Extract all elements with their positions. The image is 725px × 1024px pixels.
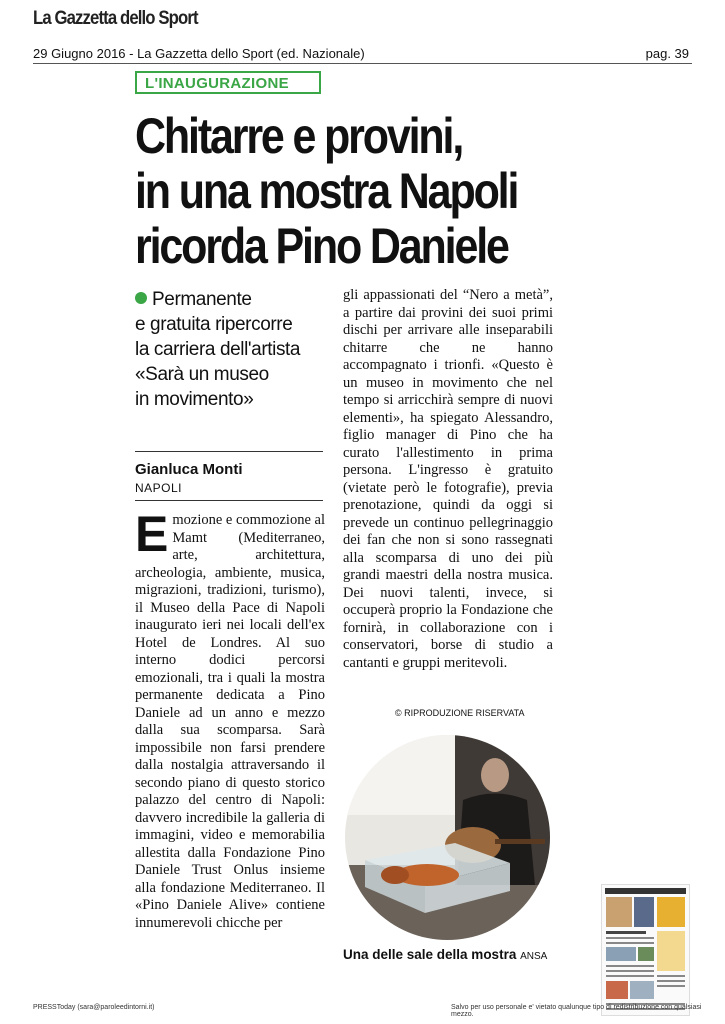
byline-bottom-rule <box>135 500 323 501</box>
summary <box>135 287 335 412</box>
summary-line: «Sarà un museo <box>135 364 269 385</box>
page-thumbnail <box>601 884 690 1016</box>
body-text-left: mozione e commozione al Mamt (Mediterraneo, arte, architettura, archeologia, ambiente, musica, migrazioni, tradizioni, turismo), il Museo della Pace di Napoli inaugurato ieri nei locali dell'ex Hotel de Londres. Al suo interno dodici percorsi emozionali, tra i quali la mostra permanente dedicata a Pino Daniele ad un anno e mezzo dalla sua scomparsa. Sarà impossibile non farsi prendere dalla nostalgia attraversando il secondo piano di questo storico palazzo del centro di Napoli: davvero incredibile la galleria di immagini, video e memorabilia allestita dalla Fondazione Pino Daniele Trust Onlus insieme alla fondazione Mediterraneo. Il «Pino Daniele Alive» contiene innumerevoli chicche per <box>135 512 325 931</box>
footer-disclaimer: Salvo per uso personale e' vietato qualunque tipo di redistribuzione con qualsiasi mezzo. <box>451 1004 702 1018</box>
page-thumbnail-image <box>602 885 689 1015</box>
summary-line: in movimento» <box>135 389 254 410</box>
photo-illustration <box>345 735 550 940</box>
byline-top-rule <box>135 451 323 452</box>
copyright-notice: © RIPRODUZIONE RISERVATA <box>395 708 525 718</box>
newspaper-logo: La Gazzetta dello Sport <box>33 8 198 29</box>
kicker-label: L'INAUGURAZIONE <box>145 75 289 92</box>
exhibition-photo <box>345 735 550 940</box>
headline-line: ricorda Pino Daniele <box>135 218 508 274</box>
drop-cap: E <box>135 506 169 562</box>
caption-text: Una delle sale della mostra <box>343 947 517 962</box>
summary-line: e gratuita ripercorre <box>135 314 293 335</box>
page-number: pag. 39 <box>645 46 689 61</box>
section-kicker <box>135 71 321 94</box>
dateline: NAPOLI <box>135 481 183 495</box>
photo-credit: ANSA <box>520 951 548 962</box>
header-rule <box>33 63 692 64</box>
summary-line: la carriera dell'artista <box>135 339 301 360</box>
photo-caption <box>343 947 547 962</box>
headline-line: in una mostra Napoli <box>135 163 518 219</box>
article-body-left-column <box>135 506 325 932</box>
headline-line: Chitarre e provini, <box>135 108 463 164</box>
body-text-right: gli appassionati del “Nero a metà”, a partire dai provini dei suoi primi dischi per arrivare alle inseparabili chitarre che ne hanno accompagnato i trionfi. «Questo è un museo in movimento che nel tempo si arricchirà sempre di nuovi elementi», ha spiegato Alessandro, figlio manager di Pino che ha curato l'allestimento in prima persona. L'ingresso è gratuito (vietate però le fotografie), previa prenotazione, quindi da oggi si prevede un continuo pellegrinaggio dei fan che non si sono rassegnati alla scomparsa di uno dei più grandi maestri della nostra musica. Dei nuovi talenti, invece, si occuperà proprio la Fondazione che fornirà, in collaborazione con i conservatori, borse di studio a cantanti e gruppi meritevoli. <box>343 287 553 671</box>
article-body-right-column <box>343 287 553 672</box>
summary-line: Permanente <box>152 289 252 310</box>
publication-info: 29 Giugno 2016 - La Gazzetta dello Sport (ed. Nazionale) <box>33 46 365 61</box>
footer-source: PRESSToday (sara@paroleedintorni.it) <box>33 1004 155 1011</box>
headline <box>135 108 518 274</box>
bullet-icon <box>135 292 147 304</box>
author-name: Gianluca Monti <box>135 461 243 478</box>
